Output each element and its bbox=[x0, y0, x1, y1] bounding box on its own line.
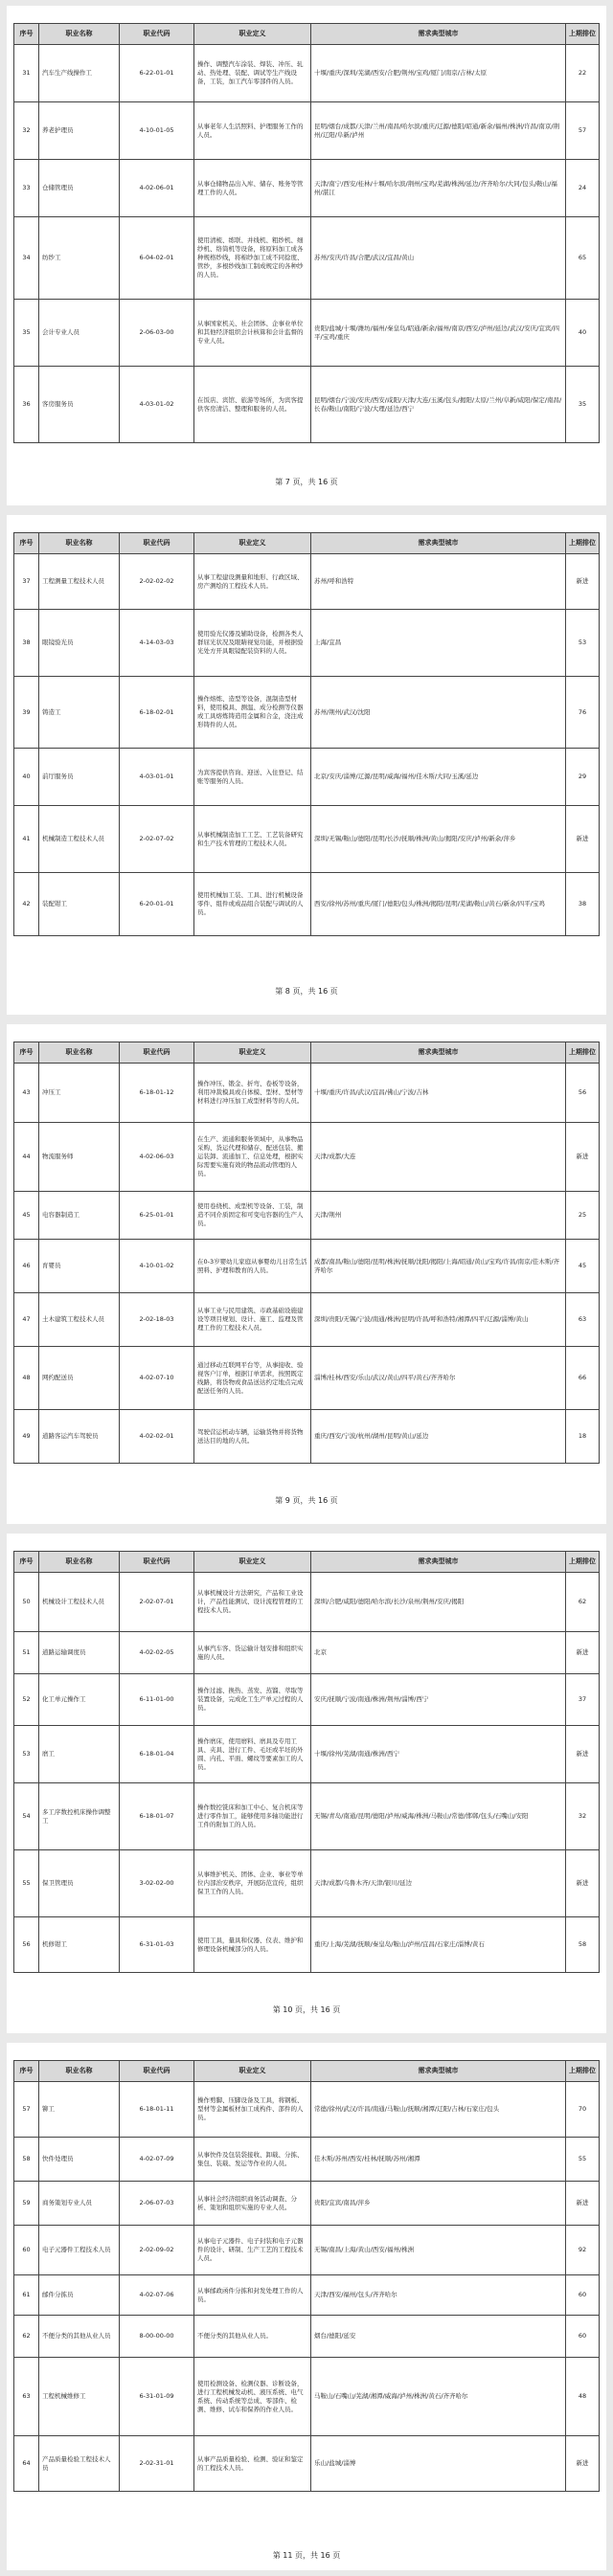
table-row bbox=[14, 2275, 600, 2316]
occupation-name: 道路运输调度员 bbox=[39, 1632, 120, 1674]
table-row bbox=[14, 2436, 600, 2492]
occupation-name: 道路客运汽车驾驶员 bbox=[39, 1410, 120, 1464]
occupation-code: 2-06-07-03 bbox=[120, 2182, 194, 2226]
header-previous-rank: 上期排位 bbox=[566, 1042, 600, 1064]
previous-rank: 56 bbox=[566, 1064, 600, 1123]
table-row bbox=[14, 300, 600, 367]
row-no: 63 bbox=[14, 2358, 39, 2436]
demand-cities: 佳木斯/苏州/西安/桂林/抚顺/苏州/湘潭 bbox=[311, 2138, 566, 2182]
demand-cities: 苏州/荆州/武汉/沈阳 bbox=[311, 677, 566, 749]
occupation-table bbox=[13, 2060, 600, 2492]
header-occupation-name: 职业名称 bbox=[39, 533, 120, 554]
table-row bbox=[14, 367, 600, 443]
occupation-definition: 在生产、流通和服务领域中，从事物品采购、货运代理和储存、配送包装、搬运装卸、流通加工、信息处理，根据实际需要实施有效的物品流动管理的人员。 bbox=[194, 1123, 311, 1192]
row-no: 46 bbox=[14, 1240, 39, 1293]
occupation-name: 纺纱工 bbox=[39, 217, 120, 300]
demand-cities: 西安/徐州/苏州/重庆/厦门/德阳/包头/株洲/揭阳/昆明/芜湖/鞍山/黄石/新余/四平/宝鸡 bbox=[311, 873, 566, 936]
previous-rank: 25 bbox=[566, 1192, 600, 1240]
occupation-name: 养老护理员 bbox=[39, 102, 120, 160]
demand-cities: 贵阳/宜宾/南昌/萍乡 bbox=[311, 2182, 566, 2226]
demand-cities: 天津/成都/乌鲁木齐/天津/银川/延边 bbox=[311, 1850, 566, 1917]
demand-cities: 重庆/上海/芜湖/抚顺/秦皇岛/鞍山/泸州/宜昌/石家庄/淄博/黄石 bbox=[311, 1917, 566, 1973]
table-row bbox=[14, 2182, 600, 2226]
occupation-code: 6-18-02-01 bbox=[120, 677, 194, 749]
occupation-definition: 从事维护机关、团体、企业、事业等单位内部治安秩序，开展防范宣传，组织保卫工作的人员。 bbox=[194, 1850, 311, 1917]
demand-cities: 天津/南宁/西安/桂林/十堰/哈尔滨/荆州/宝鸡/芜湖/株洲/延边/齐齐哈尔/大同/包头/鞍山/福州/湛江 bbox=[311, 160, 566, 217]
previous-rank: 58 bbox=[566, 1917, 600, 1973]
occupation-code: 4-02-07-09 bbox=[120, 2138, 194, 2182]
header-occupation-name: 职业名称 bbox=[39, 2061, 120, 2082]
table-row bbox=[14, 2138, 600, 2182]
occupation-definition: 从事邮政函件分拣和封发处理工作的人员。 bbox=[194, 2275, 311, 2316]
row-no: 50 bbox=[14, 1573, 39, 1632]
occupation-code: 2-06-03-00 bbox=[120, 300, 194, 367]
occupation-name: 不便分类的其他从业人员 bbox=[39, 2316, 120, 2358]
occupation-code: 2-02-07-01 bbox=[120, 1573, 194, 1632]
row-no: 61 bbox=[14, 2275, 39, 2316]
occupation-definition: 在饭店、宾馆、旅游等场所，为宾客提供客房清洁、整理和服务的人员。 bbox=[194, 367, 311, 443]
table-row bbox=[14, 1783, 600, 1850]
row-no: 44 bbox=[14, 1123, 39, 1192]
header-occupation-code: 职业代码 bbox=[120, 533, 194, 554]
table-row bbox=[14, 554, 600, 610]
row-no: 36 bbox=[14, 367, 39, 443]
occupation-name: 铸造工 bbox=[39, 677, 120, 749]
previous-rank: 新进 bbox=[566, 1726, 600, 1783]
row-no: 39 bbox=[14, 677, 39, 749]
occupation-name: 育婴员 bbox=[39, 1240, 120, 1293]
occupation-name: 物流服务师 bbox=[39, 1123, 120, 1192]
occupation-name: 化工单元操作工 bbox=[39, 1674, 120, 1726]
row-no: 48 bbox=[14, 1347, 39, 1410]
table-row bbox=[14, 2226, 600, 2275]
table-row bbox=[14, 1064, 600, 1123]
header-demand-cities: 需求典型城市 bbox=[311, 24, 566, 45]
previous-rank: 新进 bbox=[566, 1850, 600, 1917]
demand-cities: 深圳/贵阳/无锡/宁波/南通/株洲/昆明/许昌/呼和浩特/湘潭/四平/辽源/淄博/黄山 bbox=[311, 1293, 566, 1347]
occupation-code: 2-02-18-03 bbox=[120, 1293, 194, 1347]
page-footer: 第 10 页，共 16 页 bbox=[272, 2005, 341, 2014]
previous-rank: 60 bbox=[566, 2275, 600, 2316]
demand-cities: 十堰/重庆/许昌/武汉/宜昌/佛山/宁波/吉林 bbox=[311, 1064, 566, 1123]
previous-rank: 38 bbox=[566, 873, 600, 936]
occupation-definition: 从事社会经济组织商务活动调查、分析、策划和组织实施的专业人员。 bbox=[194, 2182, 311, 2226]
table-row bbox=[14, 217, 600, 300]
header-occupation-definition: 职业定义 bbox=[194, 1042, 311, 1064]
header-occupation-code: 职业代码 bbox=[120, 2061, 194, 2082]
occupation-code: 4-02-06-03 bbox=[120, 1123, 194, 1192]
table-row bbox=[14, 1192, 600, 1240]
previous-rank: 57 bbox=[566, 102, 600, 160]
occupation-code: 6-31-01-03 bbox=[120, 1917, 194, 1973]
table-row bbox=[14, 1573, 600, 1632]
table-row bbox=[14, 2082, 600, 2138]
occupation-table bbox=[13, 23, 600, 443]
header-occupation-definition: 职业定义 bbox=[194, 24, 311, 45]
occupation-code: 6-22-01-01 bbox=[120, 45, 194, 102]
row-no: 31 bbox=[14, 45, 39, 102]
table-row bbox=[14, 677, 600, 749]
document-page bbox=[7, 515, 606, 1015]
table-row bbox=[14, 1123, 600, 1192]
row-no: 62 bbox=[14, 2316, 39, 2358]
previous-rank: 65 bbox=[566, 217, 600, 300]
occupation-definition: 从事产品质量检验、检测、验证和鉴定的工程技术人员。 bbox=[194, 2436, 311, 2492]
demand-cities: 重庆/西安/宁波/杭州/湖州/昆明/黄山/延边 bbox=[311, 1410, 566, 1464]
row-no: 57 bbox=[14, 2082, 39, 2138]
occupation-definition: 从事机械设计方法研究，产品和工业设计，产品性能测试、设计流程管理的工程技术人员。 bbox=[194, 1573, 311, 1632]
demand-cities: 成都/南昌/鞍山/德阳/昆明/株洲/抚顺/沈阳/揭阳/上海/昭通/黄山/宝鸡/许昌/南京/佳木斯/齐齐哈尔 bbox=[311, 1240, 566, 1293]
header-occupation-code: 职业代码 bbox=[120, 24, 194, 45]
occupation-code: 2-02-07-02 bbox=[120, 806, 194, 873]
occupation-name: 工程测量工程技术人员 bbox=[39, 554, 120, 610]
previous-rank: 新进 bbox=[566, 2436, 600, 2492]
occupation-definition: 从事国家机关、社会团体、企事业单位和其他经济组织会计核算和会计监督的专业人员。 bbox=[194, 300, 311, 367]
occupation-definition: 操作磨床，使用磨料、磨具及专用工具、夹具、进行工件、毛坯或半坯的外圆、内孔、平面、螺纹等要素加工的人员。 bbox=[194, 1726, 311, 1783]
row-no: 56 bbox=[14, 1917, 39, 1973]
occupation-name: 机械设计工程技术人员 bbox=[39, 1573, 120, 1632]
row-no: 42 bbox=[14, 873, 39, 936]
occupation-code: 6-18-01-04 bbox=[120, 1726, 194, 1783]
previous-rank: 35 bbox=[566, 367, 600, 443]
demand-cities: 天津/西安/福州/包头/齐齐哈尔 bbox=[311, 2275, 566, 2316]
occupation-code: 2-02-31-01 bbox=[120, 2436, 194, 2492]
table-row bbox=[14, 1240, 600, 1293]
row-no: 52 bbox=[14, 1674, 39, 1726]
occupation-name: 电子元器件工程技术人员 bbox=[39, 2226, 120, 2275]
occupation-name: 铆工 bbox=[39, 2082, 120, 2138]
occupation-definition: 不便分类的其他从业人员。 bbox=[194, 2316, 311, 2358]
table-row bbox=[14, 1410, 600, 1464]
header-occupation-code: 职业代码 bbox=[120, 1042, 194, 1064]
demand-cities: 苏州/安庆/许昌/合肥/武汉/宜昌/黄山 bbox=[311, 217, 566, 300]
occupation-definition: 为宾客提供咨询、迎送、入住登记、结账等服务的人员。 bbox=[194, 749, 311, 806]
row-no: 43 bbox=[14, 1064, 39, 1123]
occupation-code: 4-10-01-05 bbox=[120, 102, 194, 160]
previous-rank: 53 bbox=[566, 610, 600, 677]
demand-cities: 十堰/徐州/芜湖/南通/株洲/西宁 bbox=[311, 1726, 566, 1783]
occupation-code: 6-20-01-01 bbox=[120, 873, 194, 936]
demand-cities: 十堰/重庆/深圳/芜湖/西安/合肥/荆州/宝鸡/厦门/南京/吉林/太原 bbox=[311, 45, 566, 102]
row-no: 34 bbox=[14, 217, 39, 300]
header-demand-cities: 需求典型城市 bbox=[311, 533, 566, 554]
table-row bbox=[14, 1293, 600, 1347]
occupation-code: 4-03-01-01 bbox=[120, 749, 194, 806]
header-occupation-definition: 职业定义 bbox=[194, 1552, 311, 1573]
header-no: 序号 bbox=[14, 2061, 39, 2082]
occupation-name: 眼镜验光员 bbox=[39, 610, 120, 677]
header-occupation-code: 职业代码 bbox=[120, 1552, 194, 1573]
row-no: 58 bbox=[14, 2138, 39, 2182]
demand-cities: 深圳/合肥/咸阳/德阳/哈尔滨/长沙/泉州/荆州/安庆/揭阳 bbox=[311, 1573, 566, 1632]
previous-rank: 48 bbox=[566, 2358, 600, 2436]
occupation-definition: 从事汽车客、货运输计划安排和组织实施的人员。 bbox=[194, 1632, 311, 1674]
previous-rank: 新进 bbox=[566, 1632, 600, 1674]
table-row bbox=[14, 1850, 600, 1917]
row-no: 33 bbox=[14, 160, 39, 217]
previous-rank: 45 bbox=[566, 1240, 600, 1293]
occupation-name: 快件处理员 bbox=[39, 2138, 120, 2182]
page-footer: 第 7 页，共 16 页 bbox=[275, 478, 338, 486]
occupation-name: 装配钳工 bbox=[39, 873, 120, 936]
occupation-definition: 使用验光仪器及辅助设备，检测各类人群屈光状况及眼睛视觉功能，并根据验光处方开具眼镜配装资料的人员。 bbox=[194, 610, 311, 677]
header-demand-cities: 需求典型城市 bbox=[311, 1042, 566, 1064]
row-no: 47 bbox=[14, 1293, 39, 1347]
occupation-name: 产品质量检验工程技术人员 bbox=[39, 2436, 120, 2492]
occupation-name: 多工序数控机床操作调整工 bbox=[39, 1783, 120, 1850]
demand-cities: 淄博/桂林/西安/乐山/武汉/黄山/四平/黄石/齐齐哈尔 bbox=[311, 1347, 566, 1410]
previous-rank: 29 bbox=[566, 749, 600, 806]
previous-rank: 63 bbox=[566, 1293, 600, 1347]
header-occupation-definition: 职业定义 bbox=[194, 533, 311, 554]
previous-rank: 40 bbox=[566, 300, 600, 367]
table-row bbox=[14, 2316, 600, 2358]
table-row bbox=[14, 45, 600, 102]
row-no: 40 bbox=[14, 749, 39, 806]
document-page bbox=[7, 1024, 606, 1524]
row-no: 60 bbox=[14, 2226, 39, 2275]
page-footer: 第 9 页，共 16 页 bbox=[275, 1496, 338, 1505]
previous-rank: 92 bbox=[566, 2226, 600, 2275]
header-occupation-name: 职业名称 bbox=[39, 1552, 120, 1573]
previous-rank: 32 bbox=[566, 1783, 600, 1850]
occupation-definition: 在0-3岁婴幼儿家庭从事婴幼儿日常生活照料、护理和教育的人员。 bbox=[194, 1240, 311, 1293]
row-no: 59 bbox=[14, 2182, 39, 2226]
row-no: 35 bbox=[14, 300, 39, 367]
header-occupation-name: 职业名称 bbox=[39, 24, 120, 45]
header-previous-rank: 上期排位 bbox=[566, 1552, 600, 1573]
occupation-definition: 使用清梳、练联、并线机、粗纱机、细纱机、络筒机等设备，将原料加工成各种规格纱线，将棉纱加工成不同捻度、管纱，多根纱线加工制成规定的各种纱的人员。 bbox=[194, 217, 311, 300]
occupation-definition: 使用卷绕机、成型机等设备、工装，制造不同介质固定和可变电容器的生产人员。 bbox=[194, 1192, 311, 1240]
demand-cities: 常德/徐州/武汉/许昌/南通/马鞍山/抚顺/湘潭/辽阳/吉林/石家庄/包头 bbox=[311, 2082, 566, 2138]
previous-rank: 70 bbox=[566, 2082, 600, 2138]
occupation-code: 6-18-01-11 bbox=[120, 2082, 194, 2138]
occupation-definition: 操作冲压、锻金、折弯、卷板等设备，利用冲裁模具或自体模、型材、型材等材料进行冲压加工成型材料等的人员。 bbox=[194, 1064, 311, 1123]
table-row bbox=[14, 1726, 600, 1783]
table-row bbox=[14, 749, 600, 806]
occupation-definition: 从事工业与民用建筑、市政基础设施建设等项目规划、设计、施工、监理及管理工作的工程技术人员。 bbox=[194, 1293, 311, 1347]
occupation-definition: 从事工程建设测量和地形、行政区域、房产测绘的工程技术人员。 bbox=[194, 554, 311, 610]
occupation-name: 磨工 bbox=[39, 1726, 120, 1783]
occupation-definition: 操作、调整汽车涂装、焊装、冲压、轧动、热处理、装配、调试等生产线设备，工装，加工汽车零部件的人员。 bbox=[194, 45, 311, 102]
demand-cities: 北京/安庆/淄博/辽源/昆明/威海/福州/佳木斯/大同/玉溪/延边 bbox=[311, 749, 566, 806]
occupation-name: 网约配送员 bbox=[39, 1347, 120, 1410]
row-no: 51 bbox=[14, 1632, 39, 1674]
header-previous-rank: 上期排位 bbox=[566, 2061, 600, 2082]
table-row bbox=[14, 160, 600, 217]
occupation-code: 4-03-01-02 bbox=[120, 367, 194, 443]
table-row bbox=[14, 2358, 600, 2436]
occupation-code: 4-02-07-06 bbox=[120, 2275, 194, 2316]
demand-cities: 贵阳/盐城/十堰/潍坊/福州/秦皇岛/昭通/新余/福州/南京/西安/泸州/延边/武汉/安庆/宜宾/四平/宝鸡/重庆 bbox=[311, 300, 566, 367]
occupation-definition: 操作剪脚、压脚设备及工具，将钢板、型材等金属板材加工成构件、部件的人员。 bbox=[194, 2082, 311, 2138]
previous-rank: 55 bbox=[566, 2138, 600, 2182]
occupation-definition: 操作数控铣床和加工中心、复合机床等进行零件加工，能够使用多轴功能进行工件的附加工的人员。 bbox=[194, 1783, 311, 1850]
row-no: 49 bbox=[14, 1410, 39, 1464]
previous-rank: 62 bbox=[566, 1573, 600, 1632]
occupation-code: 6-04-02-01 bbox=[120, 217, 194, 300]
occupation-name: 商务策划专业人员 bbox=[39, 2182, 120, 2226]
previous-rank: 37 bbox=[566, 1674, 600, 1726]
occupation-code: 4-02-02-05 bbox=[120, 1632, 194, 1674]
occupation-table bbox=[13, 1551, 600, 1973]
previous-rank: 60 bbox=[566, 2316, 600, 2358]
demand-cities: 烟台/德阳/延安 bbox=[311, 2316, 566, 2358]
occupation-name: 土木建筑工程技术人员 bbox=[39, 1293, 120, 1347]
demand-cities: 天津/成都/大连 bbox=[311, 1123, 566, 1192]
document-page bbox=[7, 1534, 606, 2033]
occupation-code: 4-02-02-01 bbox=[120, 1410, 194, 1464]
header-demand-cities: 需求典型城市 bbox=[311, 1552, 566, 1573]
table-row bbox=[14, 1674, 600, 1726]
occupation-definition: 驾驶营运机动车辆，运输货物并将货物送达目的地的人员。 bbox=[194, 1410, 311, 1464]
table-row bbox=[14, 873, 600, 936]
occupation-name: 会计专业人员 bbox=[39, 300, 120, 367]
row-no: 37 bbox=[14, 554, 39, 610]
demand-cities: 安庆/抚顺/宁波/南通/株洲/荆州/淄博/西宁 bbox=[311, 1674, 566, 1726]
header-no: 序号 bbox=[14, 1552, 39, 1573]
header-previous-rank: 上期排位 bbox=[566, 24, 600, 45]
previous-rank: 18 bbox=[566, 1410, 600, 1464]
occupation-name: 电容器制造工 bbox=[39, 1192, 120, 1240]
occupation-code: 6-18-01-12 bbox=[120, 1064, 194, 1123]
occupation-definition: 操作熔炼、造型等设备，混制造型材料，使用模具、测温、成分检测等仪器或工具熔炼铸造用金属和合金，浇注成形铸件的人员。 bbox=[194, 677, 311, 749]
previous-rank: 新进 bbox=[566, 2182, 600, 2226]
occupation-definition: 从事电子元器件、电子封装和电子元器件的设计、研制、生产工艺的工程技术人员。 bbox=[194, 2226, 311, 2275]
row-no: 54 bbox=[14, 1783, 39, 1850]
previous-rank: 22 bbox=[566, 45, 600, 102]
occupation-code: 6-11-01-00 bbox=[120, 1674, 194, 1726]
table-row bbox=[14, 806, 600, 873]
occupation-name: 邮件分拣员 bbox=[39, 2275, 120, 2316]
page-footer: 第 11 页，共 16 页 bbox=[272, 2551, 341, 2560]
row-no: 38 bbox=[14, 610, 39, 677]
occupation-name: 汽车生产线操作工 bbox=[39, 45, 120, 102]
occupation-definition: 从事快件及包装袋接收、卸载、分拣、集包、装载、发运等作业的人员。 bbox=[194, 2138, 311, 2182]
row-no: 32 bbox=[14, 102, 39, 160]
row-no: 53 bbox=[14, 1726, 39, 1783]
table-row bbox=[14, 1347, 600, 1410]
occupation-code: 2-02-09-02 bbox=[120, 2226, 194, 2275]
header-no: 序号 bbox=[14, 1042, 39, 1064]
previous-rank: 76 bbox=[566, 677, 600, 749]
table-row bbox=[14, 610, 600, 677]
row-no: 55 bbox=[14, 1850, 39, 1917]
previous-rank: 新进 bbox=[566, 806, 600, 873]
occupation-code: 4-10-01-02 bbox=[120, 1240, 194, 1293]
occupation-definition: 使用工具，量具和仪器、仪表、维护和修理设备机械部分的人员。 bbox=[194, 1917, 311, 1973]
page-footer: 第 8 页，共 16 页 bbox=[275, 987, 338, 996]
table-row bbox=[14, 1632, 600, 1674]
occupation-definition: 从事机械制造加工工艺、工艺装备研究和生产技术管理的工程技术人员。 bbox=[194, 806, 311, 873]
demand-cities: 无锡/南昌/上海/黄山/西安/福州/株洲 bbox=[311, 2226, 566, 2275]
demand-cities: 北京 bbox=[311, 1632, 566, 1674]
occupation-name: 工程机械维修工 bbox=[39, 2358, 120, 2436]
occupation-code: 6-31-01-09 bbox=[120, 2358, 194, 2436]
demand-cities: 深圳/无锡/鞍山/德阳/昆明/长沙/抚顺/株洲/黄山/揭阳/安庆/泸州/新余/萍乡 bbox=[311, 806, 566, 873]
occupation-definition: 从事仓储物品出入库、储存、账务等管理工作的人员。 bbox=[194, 160, 311, 217]
demand-cities: 乐山/盐城/淄博 bbox=[311, 2436, 566, 2492]
demand-cities: 无锡/青岛/南通/昆明/德阳/泸州/威海/株洲/马鞍山/常德/邯郸/包头/石嘴山/安阳 bbox=[311, 1783, 566, 1850]
occupation-code: 4-02-06-01 bbox=[120, 160, 194, 217]
occupation-code: 2-02-02-02 bbox=[120, 554, 194, 610]
occupation-name: 保卫管理员 bbox=[39, 1850, 120, 1917]
previous-rank: 新进 bbox=[566, 1123, 600, 1192]
header-no: 序号 bbox=[14, 24, 39, 45]
table-row bbox=[14, 1917, 600, 1973]
header-demand-cities: 需求典型城市 bbox=[311, 2061, 566, 2082]
header-previous-rank: 上期排位 bbox=[566, 533, 600, 554]
occupation-name: 机械制造工程技术人员 bbox=[39, 806, 120, 873]
occupation-name: 仓储管理员 bbox=[39, 160, 120, 217]
previous-rank: 66 bbox=[566, 1347, 600, 1410]
occupation-definition: 通过移动互联网平台等，从事接收、验视客户订单，根据订单需求，按照既定线路，将货物或食品送达约定地点完成配送任务的人员。 bbox=[194, 1347, 311, 1410]
occupation-definition: 使用机械加工装、工具、进行机械设备零件、组件或成品组合装配与调试的人员。 bbox=[194, 873, 311, 936]
occupation-name: 前厅服务员 bbox=[39, 749, 120, 806]
occupation-definition: 使用检测设备、检测仪器、诊断设备，进行工程机械发动机、液压系统、电气系统、传动系统等总成、零部件、检测、维修、试车和保养的作业人员。 bbox=[194, 2358, 311, 2436]
demand-cities: 天津/荆州 bbox=[311, 1192, 566, 1240]
previous-rank: 新进 bbox=[566, 554, 600, 610]
occupation-name: 冲压工 bbox=[39, 1064, 120, 1123]
occupation-code: 6-25-01-01 bbox=[120, 1192, 194, 1240]
demand-cities: 上海/宜昌 bbox=[311, 610, 566, 677]
occupation-code: 3-02-02-00 bbox=[120, 1850, 194, 1917]
header-occupation-name: 职业名称 bbox=[39, 1042, 120, 1064]
demand-cities: 昆明/烟台/成都/天津/兰州/南昌/哈尔滨/重庆/辽源/德阳/昭通/新余/福州/株洲/许昌/南京/荆州/辽阳/阜新/泸州 bbox=[311, 102, 566, 160]
occupation-definition: 操作过滤、换热、蒸发、蒸馏、萃取等装置设备，完成化工生产单元过程的人员。 bbox=[194, 1674, 311, 1726]
header-occupation-definition: 职业定义 bbox=[194, 2061, 311, 2082]
occupation-table bbox=[13, 532, 600, 936]
document-page bbox=[7, 2043, 606, 2570]
row-no: 64 bbox=[14, 2436, 39, 2492]
occupation-name: 客房服务员 bbox=[39, 367, 120, 443]
occupation-code: 4-14-03-03 bbox=[120, 610, 194, 677]
occupation-table bbox=[13, 1042, 600, 1464]
demand-cities: 苏州/呼和浩特 bbox=[311, 554, 566, 610]
occupation-name: 机修钳工 bbox=[39, 1917, 120, 1973]
occupation-code: 4-02-07-10 bbox=[120, 1347, 194, 1410]
header-no: 序号 bbox=[14, 533, 39, 554]
table-row bbox=[14, 102, 600, 160]
previous-rank: 24 bbox=[566, 160, 600, 217]
occupation-code: 8-00-00-00 bbox=[120, 2316, 194, 2358]
occupation-definition: 从事老年人生活照料、护理服务工作的人员。 bbox=[194, 102, 311, 160]
document-page bbox=[7, 6, 606, 505]
occupation-code: 6-18-01-07 bbox=[120, 1783, 194, 1850]
demand-cities: 马鞍山/石嘴山/芜湖/湘潭/威海/泸州/株洲/黄石/齐齐哈尔 bbox=[311, 2358, 566, 2436]
row-no: 45 bbox=[14, 1192, 39, 1240]
demand-cities: 昆明/烟台/宁波/安庆/西安/咸阳/天津/大连/玉溪/包头/揭阳/太原/兰州/阜新/咸阳/保定/南昌/长春/鞍山/南阳/宁波/大理/延边/西宁 bbox=[311, 367, 566, 443]
row-no: 41 bbox=[14, 806, 39, 873]
